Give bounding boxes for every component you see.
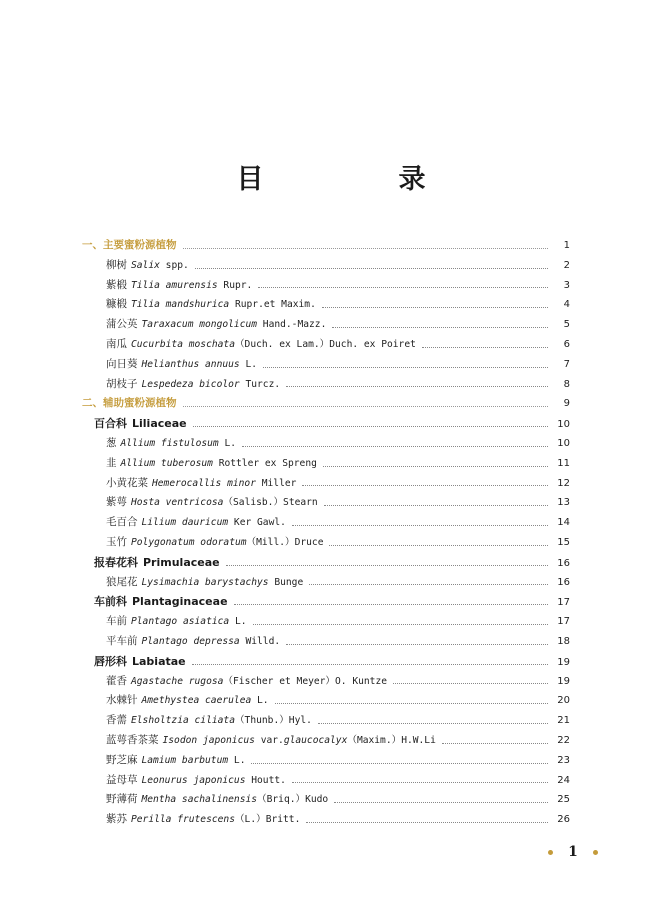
entry-scientific-name xyxy=(142,513,286,533)
entry-chinese-name: 玉竹 xyxy=(106,535,127,548)
toc-plant-entry[interactable] xyxy=(82,751,570,771)
dot-leader xyxy=(226,564,548,566)
entry-chinese-name: 车前科 xyxy=(94,595,127,609)
entry-latin-binomial: Salix xyxy=(131,259,160,271)
dot-leader xyxy=(393,682,548,684)
entry-chinese-name: 葱 xyxy=(106,436,117,449)
toc-family-entry[interactable] xyxy=(82,592,570,612)
entry-page-number: 25 xyxy=(557,794,570,806)
entry-chinese-name: 报春花科 xyxy=(94,555,138,569)
entry-chinese-name: 二、辅助蜜粉源植物 xyxy=(82,397,177,410)
entry-author: spp. xyxy=(159,259,189,271)
dot-leader xyxy=(306,821,548,823)
entry-latin-binomial: Lamium barbutum xyxy=(141,754,229,766)
toc-section-heading[interactable] xyxy=(82,236,570,256)
entry-chinese-name: 车前 xyxy=(106,615,127,628)
entry-scientific-name xyxy=(131,711,312,731)
entry-scientific-name xyxy=(142,375,281,395)
entry-scientific-name xyxy=(152,474,296,494)
entry-latin-binomial: Elsholtzia ciliata xyxy=(131,715,235,727)
entry-author: L. xyxy=(218,437,237,449)
entry-author: Ker Gawl. xyxy=(228,517,286,529)
entry-chinese-name: 野芝麻 xyxy=(106,753,138,766)
entry-chinese-name: 紫苏 xyxy=(106,813,127,826)
entry-page-number: 7 xyxy=(563,358,570,370)
entry-chinese-name: 益母草 xyxy=(106,773,138,786)
dot-leader xyxy=(292,524,548,526)
toc-plant-entry[interactable] xyxy=(82,691,570,711)
entry-author: L. xyxy=(251,695,269,707)
entry-page-number: 5 xyxy=(563,319,570,331)
dot-leader xyxy=(302,484,548,486)
entry-latin-binomial: Helianthus annuus xyxy=(141,358,240,370)
entry-latin-binomial: Plantago asiatica xyxy=(131,616,230,628)
toc-plant-entry[interactable] xyxy=(82,513,570,533)
entry-author: Turcz. xyxy=(239,378,281,390)
dot-leader xyxy=(195,267,548,269)
entry-author: Willd. xyxy=(239,635,281,647)
dot-leader xyxy=(292,781,548,783)
entry-page-number: 19 xyxy=(557,675,570,687)
entry-chinese-name: 胡枝子 xyxy=(106,377,138,390)
entry-latin-binomial: Tilia amurensis xyxy=(131,279,218,291)
dot-leader xyxy=(442,742,548,744)
entry-author: （Fischer et Meyer）O. Kuntze xyxy=(223,675,388,687)
entry-chinese-name: 紫萼 xyxy=(106,496,127,509)
entry-author: （Briq.）Kudo xyxy=(257,794,329,806)
bullet-left-icon xyxy=(548,850,553,855)
toc-plant-entry[interactable] xyxy=(82,533,570,553)
entry-author: Rottler ex Spreng xyxy=(212,457,317,469)
entry-page-number: 20 xyxy=(557,695,570,707)
entry-page-number: 22 xyxy=(557,734,570,746)
toc-plant-entry[interactable] xyxy=(82,731,570,751)
entry-family-name: Liliaceae xyxy=(132,417,187,431)
toc-plant-entry[interactable] xyxy=(82,335,570,355)
entry-page-number: 24 xyxy=(557,774,570,786)
entry-scientific-name xyxy=(131,335,416,355)
entry-scientific-name xyxy=(142,573,304,593)
entry-chinese-name: 一、主要蜜粉源植物 xyxy=(82,239,177,251)
entry-page-number: 18 xyxy=(557,635,570,647)
toc-plant-entry[interactable] xyxy=(82,632,570,652)
entry-latin-binomial: Perilla frutescens xyxy=(131,814,235,826)
entry-author: （Thunb.）Hyl. xyxy=(234,715,312,727)
entry-latin-binomial: Mentha sachalinensis xyxy=(141,794,258,806)
dot-leader xyxy=(251,762,548,764)
dot-leader xyxy=(332,326,548,328)
entry-latin-binomial: Taraxacum mongolicum xyxy=(141,319,258,331)
entry-chinese-name: 狼尾花 xyxy=(106,575,138,588)
entry-latin-binomial: Hemerocallis minor xyxy=(152,477,256,489)
entry-page-number: 16 xyxy=(557,557,570,569)
dot-leader xyxy=(258,286,548,288)
dot-leader xyxy=(253,623,548,625)
entry-page-number: 6 xyxy=(563,338,570,350)
entry-chinese-name: 唇形科 xyxy=(94,654,127,668)
entry-scientific-name xyxy=(131,295,316,315)
dot-leader xyxy=(286,385,548,387)
entry-latin-binomial: Leonurus japonicus xyxy=(141,774,246,786)
toc-section-heading[interactable] xyxy=(82,394,570,414)
entry-chinese-name: 韭 xyxy=(106,456,117,469)
dot-leader xyxy=(183,405,549,407)
entry-scientific-name xyxy=(131,612,247,632)
entry-author: L. xyxy=(228,754,246,766)
entry-author: var. xyxy=(254,734,284,746)
dot-leader xyxy=(334,801,548,803)
dot-leader xyxy=(275,702,548,704)
entry-author: Miller xyxy=(255,477,297,489)
entry-author: （Mill.）Druce xyxy=(246,536,324,548)
entry-scientific-name xyxy=(142,355,258,375)
toc-plant-entry[interactable] xyxy=(82,375,570,395)
dot-leader xyxy=(193,425,548,427)
entry-latin-binomial: Agastache rugosa xyxy=(131,675,224,687)
dot-leader xyxy=(422,346,548,348)
entry-page-number: 13 xyxy=(557,497,570,509)
dot-leader xyxy=(286,643,548,645)
entry-latin-binomial: Allium fistulosum xyxy=(120,437,219,449)
page-footer xyxy=(548,842,598,862)
entry-page-number: 12 xyxy=(557,477,570,489)
toc-plant-entry[interactable] xyxy=(82,810,570,830)
entry-page-number: 8 xyxy=(563,378,570,390)
entry-chinese-name: 糠椴 xyxy=(106,298,127,311)
table-of-contents xyxy=(82,236,570,830)
entry-scientific-name xyxy=(131,672,387,692)
entry-page-number: 11 xyxy=(557,457,570,469)
dot-leader xyxy=(323,465,548,467)
entry-scientific-name xyxy=(131,493,318,513)
toc-plant-entry[interactable] xyxy=(82,256,570,276)
toc-plant-entry[interactable] xyxy=(82,474,570,494)
entry-author: （Salisb.）Stearn xyxy=(223,497,318,509)
entry-author: Houtt. xyxy=(245,774,286,786)
entry-scientific-name xyxy=(131,810,300,830)
entry-scientific-name xyxy=(121,454,317,474)
dot-leader xyxy=(318,722,548,724)
toc-plant-entry[interactable] xyxy=(82,295,570,315)
entry-scientific-name xyxy=(163,731,436,751)
entry-page-number: 23 xyxy=(557,754,570,766)
toc-plant-entry[interactable] xyxy=(82,771,570,791)
entry-scientific-name xyxy=(142,751,246,771)
toc-plant-entry[interactable] xyxy=(82,612,570,632)
entry-chinese-name: 柳树 xyxy=(106,258,127,271)
entry-chinese-name: 蓝萼香茶菜 xyxy=(106,733,159,746)
bullet-right-icon xyxy=(593,850,598,855)
entry-page-number: 10 xyxy=(557,437,570,449)
entry-page-number: 10 xyxy=(557,419,570,431)
toc-plant-entry[interactable] xyxy=(82,790,570,810)
entry-latin-binomial: Allium tuberosum xyxy=(120,457,213,469)
page-title: 目 录 xyxy=(236,164,480,195)
entry-latin-binomial: Isodon japonicus xyxy=(162,734,255,746)
entry-chinese-name: 南瓜 xyxy=(106,337,127,350)
entry-author: Rupr. xyxy=(217,279,253,291)
entry-page-number: 2 xyxy=(563,259,570,271)
entry-chinese-name: 小黄花菜 xyxy=(106,476,148,489)
dot-leader xyxy=(234,603,548,605)
entry-page-number: 16 xyxy=(557,576,570,588)
dot-leader xyxy=(242,445,548,447)
entry-family-name: Plantaginaceae xyxy=(132,595,228,609)
entry-page-number: 21 xyxy=(557,715,570,727)
entry-latin-binomial: Lilium dauricum xyxy=(141,517,229,529)
entry-page-number: 9 xyxy=(563,398,570,410)
toc-plant-entry[interactable] xyxy=(82,355,570,375)
dot-leader xyxy=(309,583,548,585)
entry-page-number: 4 xyxy=(563,299,570,311)
page-number: 1 xyxy=(568,844,578,860)
dot-leader xyxy=(324,504,548,506)
entry-chinese-name: 野薄荷 xyxy=(106,793,138,806)
entry-author: （Duch. ex Lam.）Duch. ex Poiret xyxy=(234,338,416,350)
entry-family-name: Labiatae xyxy=(132,654,186,668)
entry-latin-binomial: Plantago depressa xyxy=(141,635,240,647)
entry-latin-variety: glaucocalyx xyxy=(283,734,348,746)
entry-scientific-name xyxy=(131,256,189,276)
entry-latin-binomial: Amethystea caerulea xyxy=(141,695,252,707)
entry-latin-binomial: Lespedeza bicolor xyxy=(141,378,240,390)
toc-family-entry[interactable] xyxy=(82,652,570,672)
dot-leader xyxy=(329,544,548,546)
entry-chinese-name: 藿香 xyxy=(106,674,127,687)
entry-chinese-name: 蒲公英 xyxy=(106,318,138,331)
entry-page-number: 17 xyxy=(557,616,570,628)
toc-family-entry[interactable] xyxy=(82,553,570,573)
entry-latin-binomial: Tilia mandshurica xyxy=(131,299,230,311)
entry-page-number: 17 xyxy=(557,597,570,609)
dot-leader xyxy=(263,366,548,368)
entry-chinese-name: 向日葵 xyxy=(106,357,138,370)
entry-scientific-name xyxy=(142,315,327,335)
entry-scientific-name xyxy=(142,790,329,810)
entry-chinese-name: 百合科 xyxy=(94,417,127,431)
entry-page-number: 14 xyxy=(557,517,570,529)
entry-scientific-name xyxy=(142,632,281,652)
entry-chinese-name: 香薷 xyxy=(106,714,127,727)
entry-author: Rupr.et Maxim. xyxy=(229,299,316,311)
entry-chinese-name: 紫椴 xyxy=(106,278,127,291)
entry-scientific-name xyxy=(121,434,237,454)
entry-author: L. xyxy=(239,358,258,370)
entry-page-number: 3 xyxy=(563,279,570,291)
toc-plant-entry[interactable] xyxy=(82,315,570,335)
toc-plant-entry[interactable] xyxy=(82,454,570,474)
entry-latin-binomial: Cucurbita moschata xyxy=(131,338,235,350)
entry-author: Hand.-Mazz. xyxy=(257,319,327,331)
entry-page-number: 1 xyxy=(563,240,570,251)
toc-family-entry[interactable] xyxy=(82,414,570,434)
entry-variety-author: （Maxim.）H.W.Li xyxy=(347,734,436,746)
toc-plant-entry[interactable] xyxy=(82,672,570,692)
entry-author: L. xyxy=(229,616,247,628)
toc-plant-entry[interactable] xyxy=(82,573,570,593)
entry-page-number: 19 xyxy=(557,656,570,668)
toc-plant-entry[interactable] xyxy=(82,711,570,731)
entry-latin-binomial: Hosta ventricosa xyxy=(131,497,224,509)
entry-latin-binomial: Polygonatum odoratum xyxy=(131,536,247,548)
entry-family-name: Primulaceae xyxy=(143,555,220,569)
entry-latin-binomial: Lysimachia barystachys xyxy=(141,576,269,588)
entry-scientific-name xyxy=(131,276,252,296)
dot-leader xyxy=(192,663,548,665)
entry-author: （L.）Britt. xyxy=(234,814,301,826)
entry-author: Bunge xyxy=(268,576,304,588)
dot-leader xyxy=(183,247,549,249)
toc-plant-entry[interactable] xyxy=(82,434,570,454)
entry-chinese-name: 毛百合 xyxy=(106,516,138,529)
toc-plant-entry[interactable] xyxy=(82,493,570,513)
dot-leader xyxy=(322,306,548,308)
entry-chinese-name: 水棘针 xyxy=(106,694,138,707)
toc-plant-entry[interactable] xyxy=(82,276,570,296)
entry-page-number: 15 xyxy=(557,536,570,548)
entry-scientific-name xyxy=(131,533,323,553)
entry-page-number: 26 xyxy=(557,814,570,826)
entry-chinese-name: 平车前 xyxy=(106,634,138,647)
entry-scientific-name xyxy=(142,771,286,791)
entry-scientific-name xyxy=(142,691,269,711)
